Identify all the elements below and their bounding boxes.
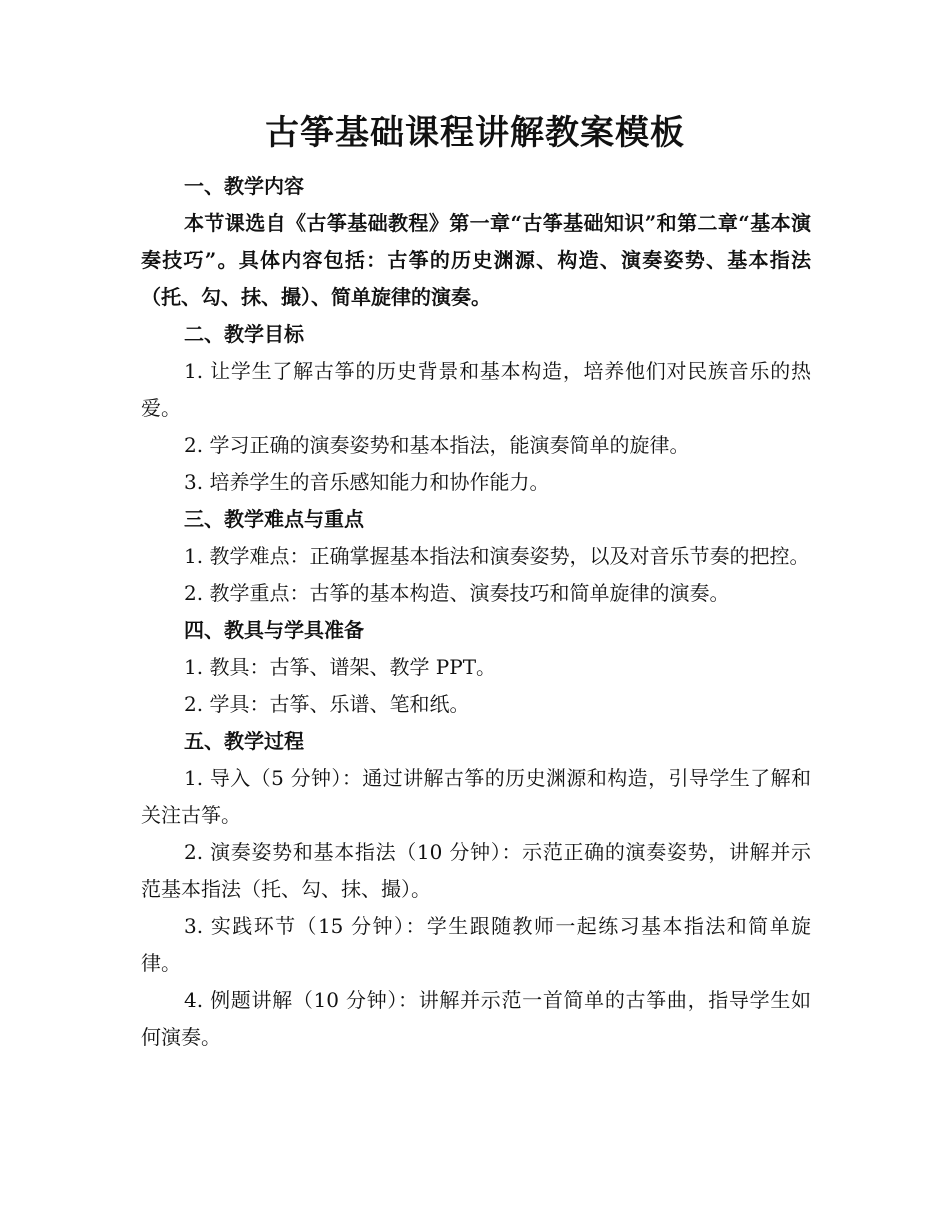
section-heading-teaching-goals: 二、教学目标 xyxy=(184,322,304,346)
process-item-3: 3. 实践环节（15 分钟）：学生跟随教师一起练习基本指法和简单旋律。 xyxy=(141,914,811,975)
difficulty-item-1: 1. 教学难点：正确掌握基本指法和演奏姿势，以及对音乐节奏的把控。 xyxy=(184,544,810,568)
section-heading-process: 五、教学过程 xyxy=(184,729,304,753)
process-item-2: 2. 演奏姿势和基本指法（10 分钟）：示范正确的演奏姿势，讲解并示范基本指法（托、勾、抹、撮）。 xyxy=(141,840,811,901)
goal-item-2: 2. 学习正确的演奏姿势和基本指法，能演奏简单的旋律。 xyxy=(184,433,690,457)
process-item-1: 1. 导入（5 分钟）：通过讲解古筝的历史渊源和构造，引导学生了解和关注古筝。 xyxy=(141,766,811,827)
material-item-2: 2. 学具：古筝、乐谱、笔和纸。 xyxy=(184,692,470,716)
section-heading-materials: 四、教具与学具准备 xyxy=(184,618,364,642)
material-item-1: 1. 教具：古筝、谱架、教学 PPT。 xyxy=(184,655,497,679)
document-body xyxy=(141,168,811,1056)
process-item-4: 4. 例题讲解（10 分钟）：讲解并示范一首简单的古筝曲，指导学生如何演奏。 xyxy=(141,988,811,1049)
difficulty-item-2: 2. 教学重点：古筝的基本构造、演奏技巧和简单旋律的演奏。 xyxy=(184,581,730,605)
document-title: 古筝基础课程讲解教案模板 xyxy=(265,113,685,153)
goal-item-3: 3. 培养学生的音乐感知能力和协作能力。 xyxy=(184,470,550,494)
goal-item-1: 1. 让学生了解古筝的历史背景和基本构造，培养他们对民族音乐的热爱。 xyxy=(141,359,811,420)
section-heading-teaching-content: 一、教学内容 xyxy=(184,174,304,198)
section-body-teaching-content: 本节课选自《古筝基础教程》第一章“古筝基础知识”和第二章“基本演奏技巧”。具体内容包括：古筝的历史渊源、构造、演奏姿势、基本指法（托、勾、抹、撮）、简单旋律的演奏。 xyxy=(141,211,811,309)
section-heading-difficulties: 三、教学难点与重点 xyxy=(184,507,364,531)
